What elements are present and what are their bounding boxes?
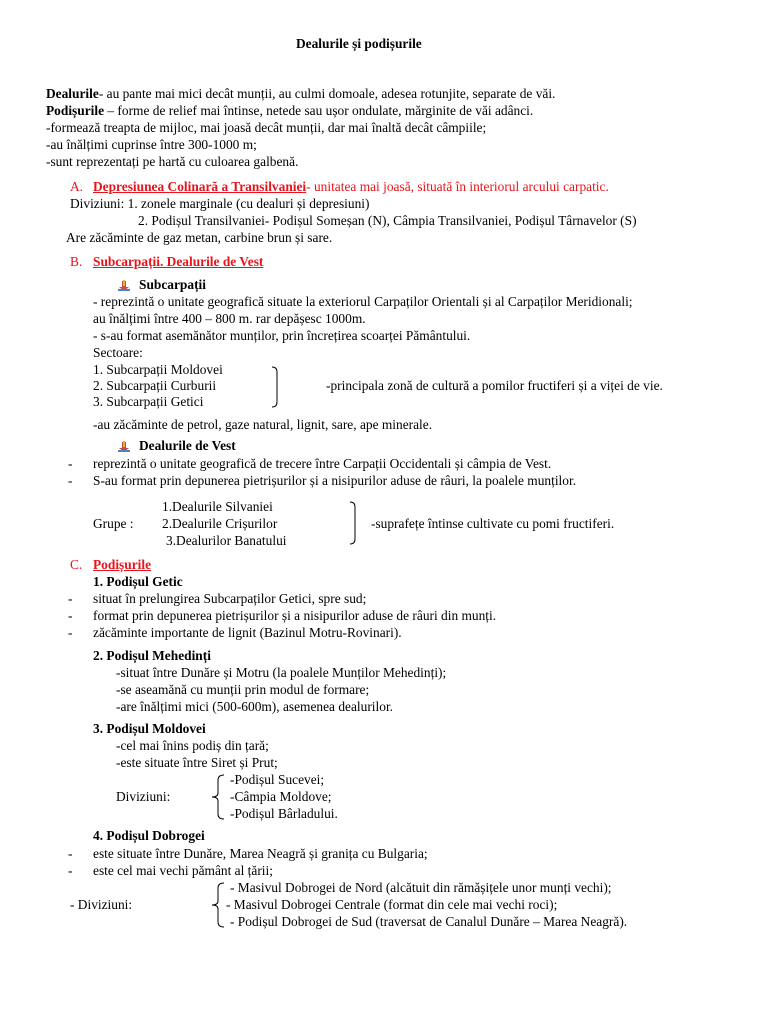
dobrogei-title: 4. Podișul Dobrogei [93, 828, 205, 843]
section-c-letter: C. [70, 557, 83, 572]
groups-label: Grupe : [93, 516, 134, 531]
list-dash: - [68, 863, 73, 878]
groups-note: -suprafețe întinse cultivate cu pomi fructiferi. [371, 516, 615, 531]
mehedinti-title: 2. Podișul Mehedinți [93, 648, 211, 663]
moldovei-line: -este situate între Siret și Prut; [116, 755, 278, 770]
list-dash: - [68, 591, 73, 606]
list-dash: - [68, 846, 73, 861]
section-a-heading: Depresiunea Colinară a Transilvaniei [93, 179, 307, 194]
mehedinti-line: -are înălțimi mici (500-600m), asemenea dealurilor. [116, 699, 394, 714]
dealurile-vest-line: reprezintă o unitate geografică de trecere între Carpații Occidentali și câmpia de Vest. [93, 456, 552, 471]
arrow-bullet-icon [118, 280, 130, 292]
section-a-resources: Are zăcăminte de gaz metan, carbine brun și sare. [66, 230, 333, 245]
group-item: 3.Dealurilor Banatului [166, 533, 287, 548]
subcarpatii-line: au înălțimi între 400 – 800 m. rar depășesc 1000m. [93, 311, 366, 326]
moldovei-title: 3. Podișul Moldovei [93, 721, 206, 736]
intro-point: -sunt reprezentați pe hartă cu culoarea galbenă. [46, 154, 299, 169]
podisurile-term: Podișurile [46, 103, 105, 118]
sector-item: 1. Subcarpații Moldovei [93, 362, 223, 377]
group-item: 2.Dealurile Crișurilor [162, 516, 278, 531]
sectors-note: -principala zonă de cultură a pomilor fructiferi și a viței de vie. [326, 378, 663, 393]
section-a-heading-rest: - unitatea mai joasă, situată în interiorul arcului carpatic. [306, 179, 609, 194]
podisurile-definition: – forme de relief mai întinse, netede sau ușor ondulate, mărginite de văi adânci. [104, 103, 534, 118]
sector-item: 3. Subcarpații Getici [93, 394, 204, 409]
moldovei-line: -cel mai înins podiș din țară; [116, 738, 269, 753]
moldovei-division: -Podișul Sucevei; [230, 772, 325, 787]
dobrogei-division: - Podișul Dobrogei de Sud (traversat de Canalul Dunăre – Marea Neagră). [230, 914, 628, 929]
page-title: Dealurile și podișurile [296, 36, 422, 51]
moldovei-div-label: Diviziuni: [116, 789, 171, 804]
list-dash: - [68, 625, 73, 640]
subcarpatii-line: Sectoare: [93, 345, 143, 360]
intro-point: -au înălțimi cuprinse între 300-1000 m; [46, 137, 257, 152]
getic-line: format prin depunerea pietrișurilor și a nisipurilor aduse de râuri din munți. [93, 608, 497, 623]
intro-podisurile [46, 103, 533, 119]
subcarpatii-line: - reprezintă o unitate geografică situate la exteriorul Carpaților Orientali și al Carpaților Meridionali; [93, 294, 633, 309]
subcarpatii-title: Subcarpații [139, 277, 206, 292]
list-dash: - [68, 608, 73, 623]
dobrogei-div-label: - Diviziuni: [70, 897, 133, 912]
section-a-letter: A. [70, 179, 84, 194]
mehedinti-line: -se aseamănă cu munții prin modul de formare; [116, 682, 370, 697]
moldovei-division: -Câmpia Moldove; [230, 789, 332, 804]
dealurile-vest-line: S-au format prin depunerea pietrișurilor și a nisipurilor aduse de râuri, la poalele munților. [93, 473, 577, 488]
dobrogei-division: - Masivul Dobrogei de Nord (alcătuit din rămășițele unor munți vechi); [230, 880, 612, 895]
dealurile-vest-title: Dealurile de Vest [139, 438, 236, 453]
moldovei-division: -Podișul Bârladului. [230, 806, 338, 821]
dobrogei-line: este situate între Dunăre, Marea Neagră și granița cu Bulgaria; [93, 846, 428, 861]
left-brace-icon [210, 774, 226, 820]
right-bracket-icon [349, 501, 359, 545]
right-bracket-icon [271, 366, 281, 408]
section-c-heading: Podișurile [93, 557, 152, 572]
section-a-heading-line [93, 179, 609, 195]
section-a-division: Diviziuni: 1. zonele marginale (cu dealuri și depresiuni) [70, 196, 370, 211]
sector-item: 2. Subcarpații Curburii [93, 378, 217, 393]
dealurile-definition: - au pante mai mici decât munții, au culmi domoale, adesea rotunjite, separate de văi. [98, 86, 556, 101]
list-dash: - [68, 456, 73, 471]
section-b-heading: Subcarpații. Dealurile de Vest [93, 254, 264, 269]
arrow-bullet-icon [118, 441, 130, 453]
subcarpatii-resources: -au zăcăminte de petrol, gaze natural, lignit, sare, ape minerale. [93, 417, 433, 432]
dobrogei-line: este cel mai vechi pământ al țării; [93, 863, 273, 878]
list-dash: - [68, 473, 73, 488]
left-brace-icon [210, 882, 226, 928]
intro-dealurile [46, 86, 555, 102]
getic-line: situat în prelungirea Subcarpaților Getici, spre sud; [93, 591, 367, 606]
mehedinti-line: -situat între Dunăre și Motru (la poalele Munților Mehedinți); [116, 665, 447, 680]
dealurile-term: Dealurile [46, 86, 99, 101]
intro-point: -formează treapta de mijloc, mai joasă decât munții, dar mai înaltă decât câmpiile; [46, 120, 487, 135]
getic-line: zăcăminte importante de lignit (Bazinul Motru-Rovinari). [93, 625, 402, 640]
group-item: 1.Dealurile Silvaniei [162, 499, 273, 514]
getic-title: 1. Podișul Getic [93, 574, 183, 589]
section-a-division: 2. Podișul Transilvaniei- Podișul Someșan (N), Câmpia Transilvaniei, Podișul Târnavelor (S) [138, 213, 637, 228]
dobrogei-division: - Masivul Dobrogei Centrale (format din cele mai vechi roci); [226, 897, 558, 912]
subcarpatii-line: - s-au format asemănător munților, prin încrețirea scoarței Pământului. [93, 328, 471, 343]
section-b-letter: B. [70, 254, 83, 269]
